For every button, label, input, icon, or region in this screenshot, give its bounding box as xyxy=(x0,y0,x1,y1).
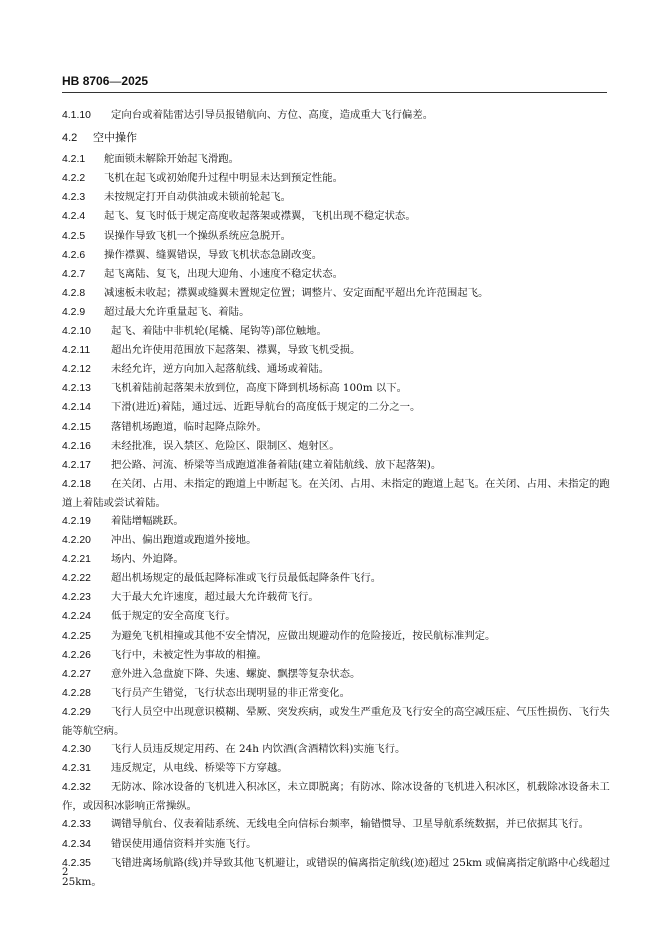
clause-number: 4.2.7 xyxy=(62,268,86,280)
clause-item xyxy=(62,835,610,854)
clause-item xyxy=(62,437,610,456)
clause-number: 4.2.5 xyxy=(62,230,86,242)
clause-item xyxy=(62,740,610,759)
clause-item xyxy=(62,265,610,284)
doc-prefix: HB xyxy=(62,74,80,88)
document-body xyxy=(62,106,610,891)
clause-item xyxy=(62,684,610,703)
clause-number: 4.2.19 xyxy=(62,515,91,527)
clause-number: 4.2.33 xyxy=(62,819,91,831)
section-heading xyxy=(62,129,610,147)
clause-text: 未经批准，误入禁区、危险区、限制区、炮射区。 xyxy=(111,439,340,452)
document-code xyxy=(62,74,148,88)
clause-text: 超过最大允许重量起飞、着陆。 xyxy=(104,305,250,318)
section-title: 空中操作 xyxy=(93,132,137,145)
clause-text: 舵面锁未解除开始起飞滑跑。 xyxy=(104,153,240,166)
clause-text: 调错导航台、仪表着陆系统、无线电全向信标台频率，输错惯导、卫星导航系统数据，并已依据其飞行。 xyxy=(111,818,589,831)
clause-text: 下滑(进近)着陆，通过远、近距导航台的高度低于规定的二分之一。 xyxy=(111,401,421,414)
section-number: 4.2 xyxy=(62,132,78,145)
clause-text: 飞行中，未被定性为事故的相撞。 xyxy=(111,648,267,661)
clause-item xyxy=(62,759,610,778)
clause-item xyxy=(62,569,610,588)
clause-text: 起飞、复飞时低于规定高度收起落架或襟翼，飞机出现不稳定状态。 xyxy=(104,210,416,223)
clause-text: 起飞离陆、复飞，出现大迎角、小速度不稳定状态。 xyxy=(104,267,343,280)
clause-text: 超出机场规定的最低起降标准或飞行员最低起降条件飞行。 xyxy=(111,572,382,585)
clause-number: 4.2.30 xyxy=(62,744,91,756)
clause-item xyxy=(62,456,610,475)
clause-text: 减速板未收起；襟翼或缝翼未置规定位置；调整片、安定面配平超出允许范围起飞。 xyxy=(104,286,489,299)
clause-text: 低于规定的安全高度飞行。 xyxy=(111,610,236,623)
clause-text: 起飞、着陆中非机轮(尾橇、尾钩等)部位触地。 xyxy=(111,325,327,338)
clause-text: 场内、外迫降。 xyxy=(111,553,184,566)
clause-number: 4.2.1 xyxy=(62,154,86,166)
clause-item xyxy=(62,303,610,322)
clause-item xyxy=(62,398,610,417)
clause-number: 4.2.12 xyxy=(62,364,91,376)
clause-item xyxy=(62,284,610,303)
clause-text: 超出允许使用范围放下起落架、襟翼，导致飞机受损。 xyxy=(111,344,361,357)
clause-text: 飞行员产生错觉，飞行状态出现明显的非正常变化。 xyxy=(111,686,350,699)
clause-item xyxy=(62,360,610,379)
clause-number: 4.2.35 xyxy=(62,857,91,869)
clause-item xyxy=(62,475,610,512)
clause-number: 4.2.16 xyxy=(62,440,91,452)
clause-item xyxy=(62,854,610,891)
clause-number: 4.2.18 xyxy=(62,478,91,490)
clause-number: 4.2.29 xyxy=(62,706,91,718)
clause-number: 4.2.6 xyxy=(62,249,86,261)
clause-item xyxy=(62,207,610,226)
clause-number: 4.2.3 xyxy=(62,192,86,204)
clause-item xyxy=(62,341,610,360)
header-rule xyxy=(62,92,607,93)
clause-text: 误操作导致飞机一个操纵系统应急脱开。 xyxy=(104,229,292,242)
clause-number: 4.2.32 xyxy=(62,782,91,794)
clause-number: 4.2.24 xyxy=(62,611,91,623)
clause-item xyxy=(62,588,610,607)
clause-number: 4.2.11 xyxy=(62,345,91,357)
clause-item xyxy=(62,227,610,246)
clause-text: 落错机场跑道，临时起降点除外。 xyxy=(111,420,267,433)
clause-number: 4.2.21 xyxy=(62,554,91,566)
page-number: 2 xyxy=(62,867,69,878)
clause-item xyxy=(62,188,610,207)
clause-number: 4.1.10 xyxy=(62,110,91,121)
clause-number: 4.2.15 xyxy=(62,421,91,433)
clause-item xyxy=(62,418,610,437)
clause-number: 4.2.17 xyxy=(62,459,91,471)
clause-item xyxy=(62,607,610,626)
clause-item xyxy=(62,703,610,740)
clause-text: 着陆增幅跳跃。 xyxy=(111,514,184,527)
clause-text: 无防冰、除冰设备的飞机进入积冰区，未立即脱离；有防冰、除冰设备的飞机进入积冰区，机载除冰设备未工作，或因积冰影响正常操纵。 xyxy=(62,781,610,813)
clause-text: 大于最大允许速度，超过最大允许载荷飞行。 xyxy=(111,591,319,604)
clause-text: 飞行人员违反规定用药、在 24h 内饮酒(含酒精饮料)实施飞行。 xyxy=(111,743,406,756)
clause-number: 4.2.28 xyxy=(62,687,91,699)
clause-text: 飞错进离场航路(线)并导致其他飞机避让，或错误的偏离指定航线(迹)超过 25km 或偏离指定航路中心线超过 25km。 xyxy=(62,856,610,888)
clause-text: 错误使用通信资料并实施飞行。 xyxy=(111,837,257,850)
clause-number: 4.2.14 xyxy=(62,402,91,414)
clause-number: 4.2.27 xyxy=(62,668,91,680)
clause-text: 未按规定打开自动供油或未锁前轮起飞。 xyxy=(104,191,292,204)
clause-number: 4.2.10 xyxy=(62,326,91,338)
clause-item xyxy=(62,627,610,646)
clause-number: 4.2.13 xyxy=(62,383,91,395)
clause-text: 飞机在起飞或初始爬升过程中明显未达到预定性能。 xyxy=(104,172,343,185)
clause-item xyxy=(62,512,610,531)
clause-item xyxy=(62,246,610,265)
clause-text: 飞机着陆前起落架未放到位，高度下降到机场标高 100m 以下。 xyxy=(111,382,408,395)
clause-item xyxy=(62,150,610,169)
clause-number: 4.2.22 xyxy=(62,573,91,585)
clause-number: 4.2.31 xyxy=(62,763,91,775)
clause-4-1-10 xyxy=(62,106,610,125)
clause-text: 在关闭、占用、未指定的跑道上中断起飞。在关闭、占用、未指定的跑道上起飞。在关闭、占用、未指定的跑道上着陆或尝试着陆。 xyxy=(62,477,610,509)
clause-item xyxy=(62,778,610,815)
clause-item xyxy=(62,665,610,684)
clause-item xyxy=(62,531,610,550)
clause-text: 把公路、河流、桥梁等当成跑道准备着陆(建立着陆航线、放下起落架)。 xyxy=(111,458,442,471)
clause-item xyxy=(62,550,610,569)
clause-number: 4.2.2 xyxy=(62,173,86,185)
clause-text: 定向台或着陆雷达引导员报错航向、方位、高度，造成重大飞行偏差。 xyxy=(111,109,434,121)
clause-text: 违反规定，从电线、桥梁等下方穿越。 xyxy=(111,762,288,775)
clause-number: 4.2.8 xyxy=(62,287,86,299)
clause-number: 4.2.25 xyxy=(62,630,91,642)
doc-year: 2025 xyxy=(121,74,149,88)
clause-number: 4.2.4 xyxy=(62,211,86,223)
doc-number: 8706 xyxy=(82,74,110,88)
clause-number: 4.2.9 xyxy=(62,306,86,318)
clause-item xyxy=(62,646,610,665)
clause-number: 4.2.34 xyxy=(62,838,91,850)
clause-number: 4.2.20 xyxy=(62,535,91,547)
clause-item xyxy=(62,322,610,341)
clause-text: 为避免飞机相撞或其他不安全情况，应做出规避动作的危险接近，按民航标准判定。 xyxy=(111,629,496,642)
clause-number: 4.2.26 xyxy=(62,649,91,661)
doc-dash: — xyxy=(109,74,122,88)
clause-text: 操作襟翼、缝翼错误，导致飞机状态急剧改变。 xyxy=(104,248,323,261)
clause-number: 4.2.23 xyxy=(62,592,91,604)
clause-text: 冲出、偏出跑道或跑道外接地。 xyxy=(111,534,257,547)
clause-item xyxy=(62,169,610,188)
clause-text: 未经允许，逆方向加入起落航线、通场或着陆。 xyxy=(111,363,330,376)
clause-item xyxy=(62,815,610,834)
clause-text: 飞行人员空中出现意识模糊、晕厥、突发疾病，或发生严重危及飞行安全的高空减压症、气压性损伤、飞行失能等航空病。 xyxy=(62,705,610,737)
clause-list xyxy=(62,150,610,891)
clause-text: 意外进入急盘旋下降、失速、螺旋、飘摆等复杂状态。 xyxy=(111,667,361,680)
clause-item xyxy=(62,379,610,398)
